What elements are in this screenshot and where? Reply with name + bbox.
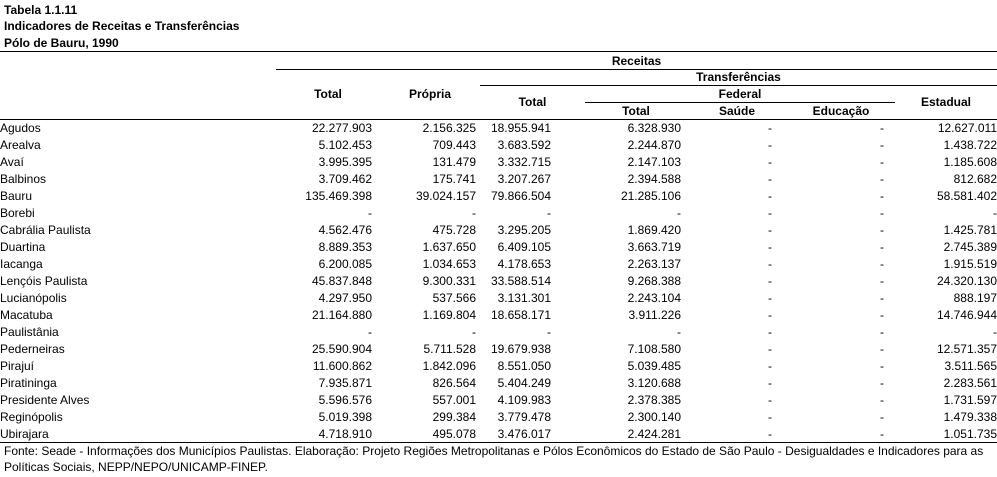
educacao-cell: - (880, 427, 884, 441)
header-transferencias-total: Total (518, 95, 547, 109)
municipality-cell: Piratininga (0, 376, 57, 390)
propria-cell: 1.034.653 (422, 257, 476, 271)
header-transferencias: Transferências (696, 70, 781, 84)
propria-cell: 537.566 (432, 291, 476, 305)
estadual-cell: 24.320.130 (936, 274, 997, 288)
table-row (0, 239, 997, 256)
estadual-cell: 812.682 (953, 172, 997, 186)
total-cell: 4.562.476 (318, 223, 372, 237)
table-row (0, 358, 997, 375)
propria-cell: 131.479 (432, 155, 476, 169)
total-cell: 7.935.871 (318, 376, 372, 390)
federal-total-cell: 3.663.719 (627, 240, 681, 254)
federal-total-cell: 2.243.104 (627, 291, 681, 305)
transferencias-total-cell: 79.866.504 (490, 189, 551, 203)
header-federal: Federal (718, 87, 762, 101)
federal-total-cell: 2.147.103 (627, 155, 681, 169)
saude-cell: - (768, 410, 772, 424)
educacao-cell: - (880, 172, 884, 186)
total-cell: 3.995.395 (318, 155, 372, 169)
propria-cell: - (472, 206, 476, 220)
educacao-cell: - (880, 308, 884, 322)
propria-cell: 709.443 (432, 138, 476, 152)
propria-cell: - (472, 325, 476, 339)
table-region-year: Pólo de Bauru, 1990 (4, 36, 119, 50)
educacao-cell: - (880, 240, 884, 254)
estadual-cell: 14.746.944 (936, 308, 997, 322)
municipality-cell: Lucianópolis (0, 291, 67, 305)
transferencias-total-cell: 3.779.478 (497, 410, 551, 424)
municipality-cell: Agudos (0, 121, 41, 135)
municipality-cell: Bauru (0, 189, 33, 203)
municipality-cell: Cabrália Paulista (0, 223, 91, 237)
estadual-cell: 1.479.338 (943, 410, 997, 424)
federal-total-cell: 2.244.870 (627, 138, 681, 152)
total-cell: 5.019.398 (318, 410, 372, 424)
transferencias-total-cell: 18.658.171 (490, 308, 551, 322)
header-propria: Própria (408, 87, 451, 101)
transferencias-total-cell: 3.476.017 (497, 427, 551, 441)
educacao-cell: - (880, 155, 884, 169)
propria-cell: 1.842.096 (422, 359, 476, 373)
total-cell: 4.297.950 (318, 291, 372, 305)
saude-cell: - (768, 223, 772, 237)
federal-total-cell: 2.424.281 (627, 427, 681, 441)
total-cell: 25.590.904 (311, 342, 372, 356)
saude-cell: - (768, 308, 772, 322)
propria-cell: 826.564 (432, 376, 476, 390)
propria-cell: 1.169.804 (422, 308, 476, 322)
estadual-cell: 2.745.389 (943, 240, 997, 254)
federal-total-cell: 2.263.137 (627, 257, 681, 271)
estadual-cell: 2.283.561 (943, 376, 997, 390)
estadual-cell: 12.571.357 (936, 342, 997, 356)
saude-cell: - (768, 240, 772, 254)
table-row (0, 137, 997, 154)
educacao-cell: - (880, 121, 884, 135)
transferencias-total-cell: 5.404.249 (497, 376, 551, 390)
total-cell: 22.277.903 (311, 121, 372, 135)
table-row (0, 324, 997, 341)
transferencias-total-cell: 3.131.301 (497, 291, 551, 305)
table-row (0, 171, 997, 188)
municipality-cell: Pederneiras (0, 342, 65, 356)
total-cell: 45.837.848 (311, 274, 372, 288)
estadual-cell: 888.197 (953, 291, 997, 305)
propria-cell: 557.001 (432, 393, 476, 407)
federal-total-cell: - (677, 325, 681, 339)
table-body (0, 120, 997, 443)
transferencias-total-cell: - (547, 325, 551, 339)
table-row (0, 375, 997, 392)
federal-total-cell: 1.869.420 (627, 223, 681, 237)
saude-cell: - (768, 342, 772, 356)
estadual-cell: 58.581.402 (936, 189, 997, 203)
educacao-cell: - (880, 223, 884, 237)
saude-cell: - (768, 121, 772, 135)
saude-cell: - (768, 189, 772, 203)
saude-cell: - (768, 359, 772, 373)
propria-cell: 9.300.331 (422, 274, 476, 288)
propria-cell: 299.384 (432, 410, 476, 424)
transferencias-total-cell: 3.332.715 (497, 155, 551, 169)
estadual-cell: 3.511.565 (944, 359, 997, 373)
federal-total-cell: - (677, 206, 681, 220)
educacao-cell: - (880, 206, 884, 220)
table-row (0, 290, 997, 307)
federal-total-cell: 5.039.485 (627, 359, 681, 373)
table-row (0, 273, 997, 290)
municipality-cell: Avaí (0, 155, 24, 169)
total-cell: 3.709.462 (318, 172, 372, 186)
header-receitas: Receitas (611, 54, 662, 68)
total-cell: - (368, 206, 372, 220)
propria-cell: 1.637.650 (422, 240, 476, 254)
estadual-cell: 1.425.781 (943, 223, 997, 237)
propria-cell: 2.156.325 (422, 121, 476, 135)
estadual-cell: 1.051.735 (943, 427, 997, 441)
transferencias-total-cell: 4.109.983 (497, 393, 551, 407)
saude-cell: - (768, 393, 772, 407)
transferencias-total-cell: 8.551.050 (497, 359, 551, 373)
table-subject: Indicadores de Receitas e Transferências (4, 19, 240, 33)
federal-rule (585, 102, 895, 103)
educacao-cell: - (880, 257, 884, 271)
table-row (0, 409, 997, 426)
saude-cell: - (768, 155, 772, 169)
educacao-cell: - (880, 325, 884, 339)
transferencias-total-cell: 33.588.514 (490, 274, 551, 288)
educacao-cell: - (880, 291, 884, 305)
transferencias-total-cell: 18.955.941 (490, 121, 551, 135)
educacao-cell: - (880, 138, 884, 152)
saude-cell: - (768, 206, 772, 220)
propria-cell: 175.741 (432, 172, 476, 186)
table-row (0, 341, 997, 358)
municipality-cell: Balbinos (0, 172, 47, 186)
propria-cell: 39.024.157 (415, 189, 476, 203)
transferencias-total-cell: 3.207.267 (497, 172, 551, 186)
total-cell: 21.164.880 (311, 308, 372, 322)
header-top-rule (0, 51, 997, 52)
total-cell: - (368, 325, 372, 339)
federal-total-cell: 2.300.140 (627, 410, 681, 424)
total-cell: 8.889.353 (318, 240, 372, 254)
federal-total-cell: 6.328.930 (627, 121, 681, 135)
saude-cell: - (768, 274, 772, 288)
educacao-cell: - (880, 393, 884, 407)
estadual-cell: - (993, 206, 997, 220)
transferencias-total-cell: 4.178.653 (497, 257, 551, 271)
saude-cell: - (768, 257, 772, 271)
federal-total-cell: 3.911.226 (628, 308, 681, 322)
transferencias-total-cell: - (547, 206, 551, 220)
saude-cell: - (768, 376, 772, 390)
saude-cell: - (768, 172, 772, 186)
table-row (0, 154, 997, 171)
table-row (0, 222, 997, 239)
educacao-cell: - (880, 359, 884, 373)
header-saude: Saúde (718, 104, 755, 118)
educacao-cell: - (880, 376, 884, 390)
table-row (0, 426, 997, 443)
federal-total-cell: 2.378.385 (627, 393, 681, 407)
saude-cell: - (768, 291, 772, 305)
municipality-cell: Paulistânia (0, 325, 59, 339)
propria-cell: 495.078 (432, 427, 476, 441)
federal-total-cell: 21.285.106 (620, 189, 681, 203)
saude-cell: - (768, 138, 772, 152)
table-row (0, 188, 997, 205)
table-row (0, 256, 997, 273)
municipality-cell: Borebi (0, 206, 35, 220)
estadual-cell: 1.438.722 (943, 138, 997, 152)
table-row (0, 392, 997, 409)
municipality-cell: Ubirajara (0, 427, 49, 441)
table-row (0, 205, 997, 222)
propria-cell: 5.711.528 (423, 342, 476, 356)
total-cell: 6.200.085 (318, 257, 372, 271)
header-estadual: Estadual (920, 95, 971, 109)
transferencias-total-cell: 19.679.938 (490, 342, 551, 356)
educacao-cell: - (880, 189, 884, 203)
data-table (0, 120, 997, 443)
estadual-cell: 1.915.519 (943, 257, 997, 271)
header-educacao: Educação (812, 104, 870, 118)
municipality-cell: Reginópolis (0, 410, 63, 424)
total-cell: 5.102.453 (318, 138, 372, 152)
federal-total-cell: 7.108.580 (627, 342, 681, 356)
municipality-cell: Macatuba (0, 308, 53, 322)
transferencias-total-cell: 6.409.105 (497, 240, 551, 254)
propria-cell: 475.728 (432, 223, 476, 237)
educacao-cell: - (880, 410, 884, 424)
total-cell: 11.600.862 (312, 359, 372, 373)
educacao-cell: - (880, 274, 884, 288)
estadual-cell: 1.731.597 (943, 393, 997, 407)
table-number: Tabela 1.1.11 (4, 3, 78, 17)
estadual-cell: 12.627.011 (937, 121, 997, 135)
table-row (0, 120, 997, 137)
municipality-cell: Iacanga (0, 257, 43, 271)
total-cell: 5.596.576 (318, 393, 372, 407)
municipality-cell: Presidente Alves (0, 393, 90, 407)
saude-cell: - (768, 427, 772, 441)
estadual-cell: 1.185.608 (943, 155, 997, 169)
municipality-cell: Arealva (0, 138, 41, 152)
header-total: Total (314, 87, 342, 101)
transferencias-total-cell: 3.295.205 (497, 223, 551, 237)
table-row (0, 307, 997, 324)
header-federal-total: Total (622, 104, 650, 118)
municipality-cell: Pirajuí (0, 359, 35, 373)
total-cell: 4.718.910 (318, 427, 372, 441)
transferencias-rule (480, 85, 997, 86)
estadual-cell: - (993, 325, 997, 339)
federal-total-cell: 9.268.388 (627, 274, 681, 288)
total-cell: 135.469.398 (305, 189, 372, 203)
federal-total-cell: 3.120.688 (627, 376, 681, 390)
municipality-cell: Duartina (0, 240, 46, 254)
federal-total-cell: 2.394.588 (627, 172, 681, 186)
educacao-cell: - (880, 342, 884, 356)
saude-cell: - (768, 325, 772, 339)
transferencias-total-cell: 3.683.592 (497, 138, 551, 152)
municipality-cell: Lençóis Paulista (0, 274, 88, 288)
source-note: Fonte: Seade - Informações dos Municípios Paulistas. Elaboração: Projeto Regiões Metropolitanas e Pólos Econômicos do Estado de São Paulo - Desigualdades e Indicadores para as Políticas Sociais, NEPP/NEPO/UNICAMP-FINEP. (4, 444, 984, 474)
